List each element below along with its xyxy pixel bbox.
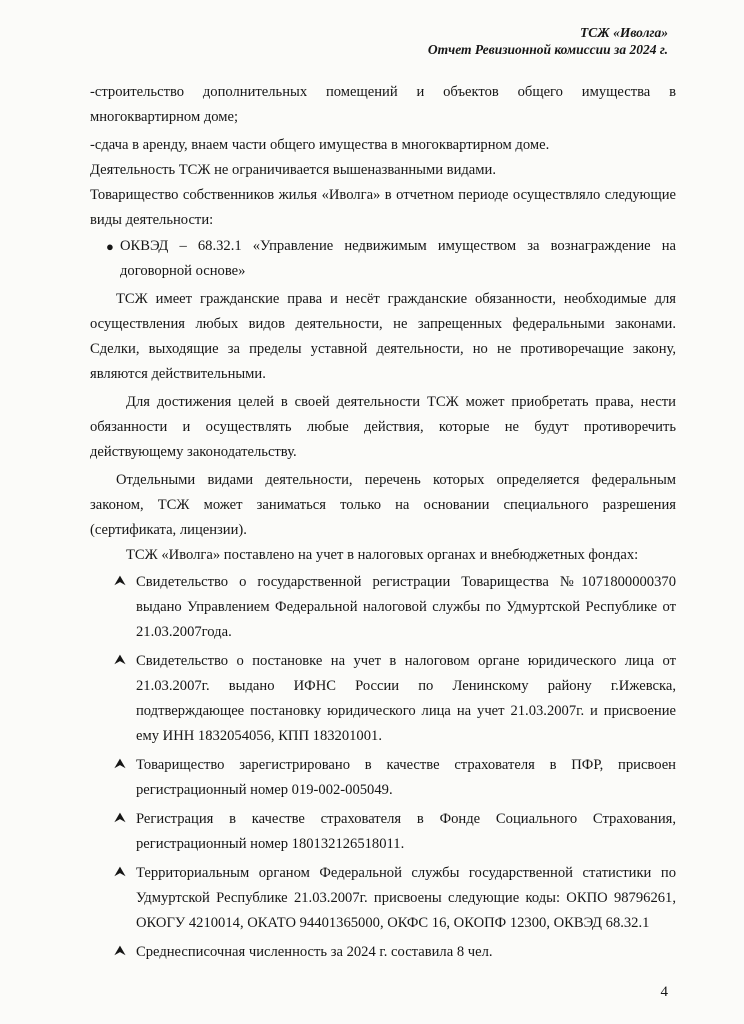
arrow-bullet-icon: ⮝ bbox=[114, 653, 126, 668]
registration-item-text: Товарищество зарегистрировано в качестве страхователя в ПФР, присвоен регистрационный номер 019-002-005049. bbox=[136, 757, 676, 798]
list-item bbox=[90, 234, 676, 284]
list-item bbox=[90, 807, 676, 857]
registration-item-text: Территориальным органом Федеральной службы государственной статистики по Удмуртской Республике 21.03.2007г. присвоены следующие коды: ОКПО 98796261, ОКОГУ 4210014, ОКАТО 94401365000, ОКФС 16, ОКОПФ 12300, ОКВЭД 68.32.1 bbox=[136, 865, 676, 931]
paragraph-goals: Для достижения целей в своей деятельности ТСЖ может приобретать права, нести обязанности и осуществлять любые действия, которые не будут противоречить действующему законодательству. bbox=[90, 394, 676, 460]
paragraph-tax-registration: ТСЖ «Иволга» поставлено на учет в налоговых органах и внебюджетных фондах: bbox=[126, 547, 639, 563]
arrow-bullet-icon: ⮝ bbox=[114, 757, 126, 772]
list-item bbox=[90, 861, 676, 936]
list-item bbox=[90, 570, 676, 645]
paragraph-construction: -строительство дополнительных помещений и объектов общего имущества в многоквартирном доме; bbox=[90, 84, 676, 125]
page-number: 4 bbox=[660, 984, 668, 1000]
document-body bbox=[90, 80, 676, 969]
paragraph-activities-intro: Товарищество собственников жилья «Иволга» в отчетном периоде осуществляло следующие виды деятельности: bbox=[90, 187, 676, 228]
list-item bbox=[90, 940, 676, 965]
arrow-bullet-icon: ⮝ bbox=[114, 944, 126, 959]
arrow-bullet-icon: ⮝ bbox=[114, 574, 126, 589]
arrow-bullet-icon: ⮝ bbox=[114, 811, 126, 826]
registration-item-text: Регистрация в качестве страхователя в Фонде Социального Страхования, регистрационный номер 180132126518011. bbox=[136, 811, 676, 852]
header-organization: ТСЖ «Иволга» bbox=[580, 25, 668, 40]
paragraph-licensing: Отдельными видами деятельности, перечень которых определяется федеральным законом, ТСЖ может заниматься только на основании специального разрешения (сертификата, лицензии). bbox=[90, 472, 676, 538]
page-header bbox=[428, 24, 668, 58]
paragraph-civil-rights: ТСЖ имеет гражданские права и несёт гражданские обязанности, необходимые для осуществления любых видов деятельности, не запрещенных федеральными законами. Сделки, выходящие за пределы уставной деятельности, но не противоречащие закону, являются действительными. bbox=[90, 291, 676, 382]
paragraph-lease: -сдача в аренду, внаем части общего имущества в многоквартирном доме. bbox=[90, 137, 550, 153]
list-item bbox=[90, 753, 676, 803]
okved-item-text: ОКВЭД – 68.32.1 «Управление недвижимым имуществом за вознаграждение на договорной основе» bbox=[120, 238, 676, 279]
header-report-title: Отчет Ревизионной комиссии за 2024 г. bbox=[427, 42, 668, 57]
registration-list bbox=[90, 570, 676, 965]
registration-item-text: Среднесписочная численность за 2024 г. составила 8 чел. bbox=[136, 944, 493, 960]
activity-list bbox=[90, 234, 676, 284]
bullet-dot-icon: ● bbox=[106, 239, 114, 254]
list-item bbox=[90, 649, 676, 749]
registration-item-text: Свидетельство о государственной регистрации Товарищества №1071800000370 выдано Управлением Федеральной налоговой службы по Удмуртской Республике от 21.03.2007года. bbox=[136, 574, 676, 640]
registration-item-text: Свидетельство о постановке на учет в налоговом органе юридического лица от 21.03.2007г. выдано ИФНС России по Ленинскому району г.Ижевска, подтверждающее постановку юридического лица на учет 21.03.2007г. и присвоение ему ИНН 1832054056, КПП 183201001. bbox=[136, 653, 676, 744]
paragraph-not-limited: Деятельность ТСЖ не ограничивается вышеназванными видами. bbox=[90, 162, 496, 178]
arrow-bullet-icon: ⮝ bbox=[114, 865, 126, 880]
